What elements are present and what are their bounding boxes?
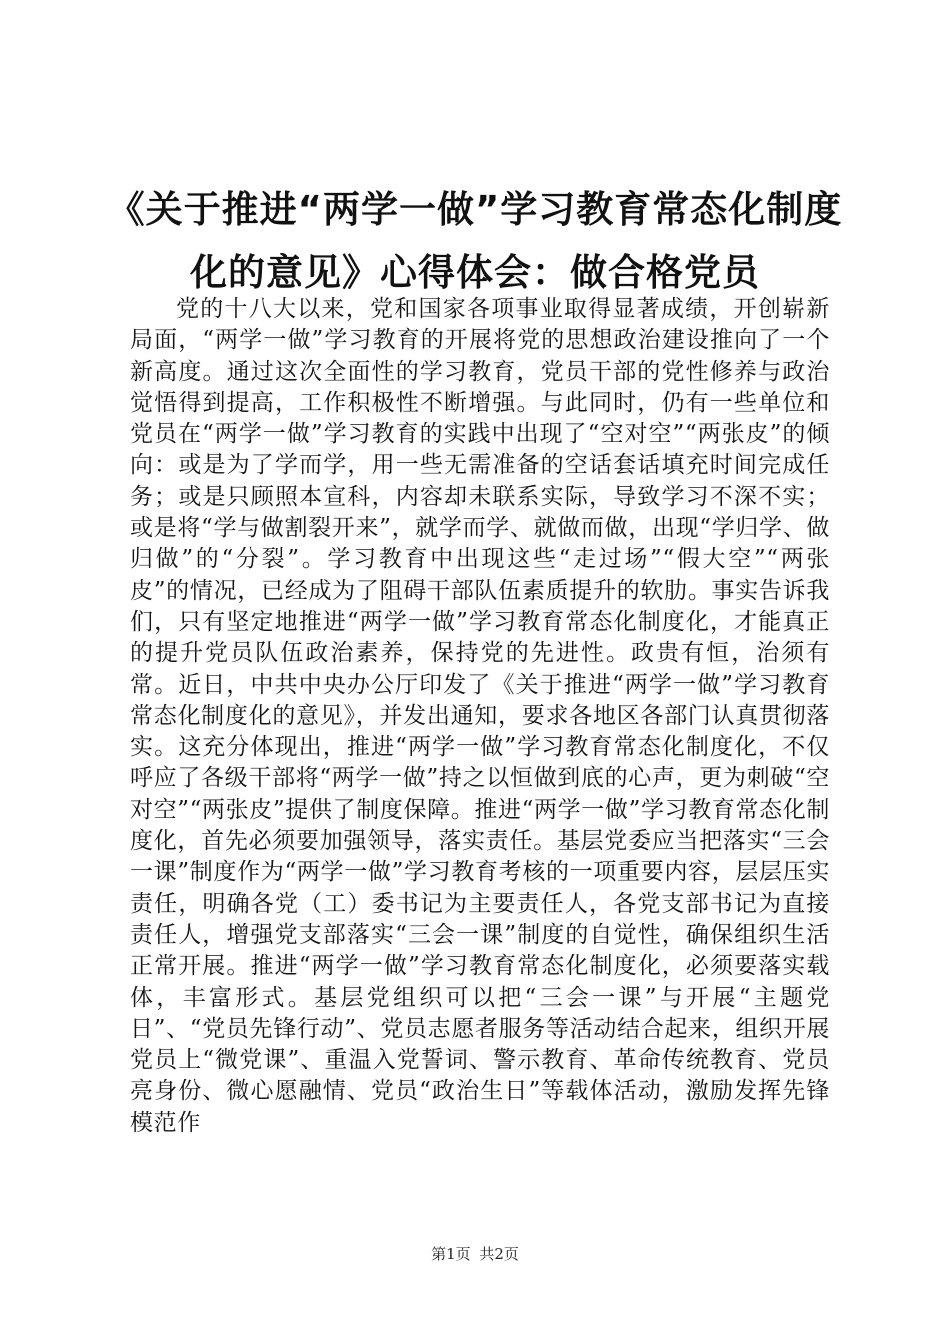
document-title: 《关于推进“两学一做”学习教育常态化制度化的意见》心得体会：做合格党员 — [107, 188, 843, 294]
page-number: 第1页 — [431, 1245, 471, 1263]
document-body: 党的十八大以来，党和国家各项事业取得显著成绩，开创崭新局面，“两学一做”学习教育的开展将党的思想政治建设推向了一个新高度。通过这次全面性的学习教育，党员干部的党性修养与政治觉悟得到提高，工作积极性不断增强。与此同时，仍有一些单位和党员在“两学一做”学习教育的实践中出现了“空对空”“两张皮”的倾向：或是为了学而学，用一些无需准备的空话套话填充时间完成任务；或是只顾照本宣科，内容却未联系实际，导致学习不深不实；或是将“学与做割裂开来”，就学而学、就做而做，出现“学归学、做归做”的“分裂”。学习教育中出现这些“走过场”“假大空”“两张皮”的情况，已经成为了阻碍干部队伍素质提升的软肋。事实告诉我们，只有坚定地推进“两学一做”学习教育常态化制度化，才能真正的提升党员队伍政治素养，保持党的先进性。政贵有恒，治须有常。近日，中共中央办公厅印发了《关于推进“两学一做”学习教育常态化制度化的意见》，并发出通知，要求各地区各部门认真贯彻落实。这充分体现出，推进“两学一做”学习教育常态化制度化，不仅呼应了各级干部将“两学一做”持之以恒做到底的心声，更为刺破“空对空”“两张皮”提供了制度保障。推进“两学一做”学习教育常态化制度化，首先必须要加强领导，落实责任。基层党委应当把落实“三会一课”制度作为“两学一做”学习教育考核的一项重要内容，层层压实责任，明确各党（工）委书记为主要责任人，各党支部书记为直接责任人，增强党支部落实“三会一课”制度的自觉性，确保组织生活正常开展。推进“两学一做”学习教育常态化制度化，必须要落实载体，丰富形式。基层党组织可以把“三会一课”与开展“主题党日”、“党员先锋行动”、党员志愿者服务等活动结合起来，组织开展党员上“微党课”、重温入党誓词、警示教育、革命传统教育、党员亮身份、微心愿融情、党员“政治生日”等载体活动，激励发挥先锋模范作 — [130, 296, 830, 1136]
page-total: 共2页 — [479, 1245, 519, 1263]
page-footer — [0, 1243, 950, 1264]
